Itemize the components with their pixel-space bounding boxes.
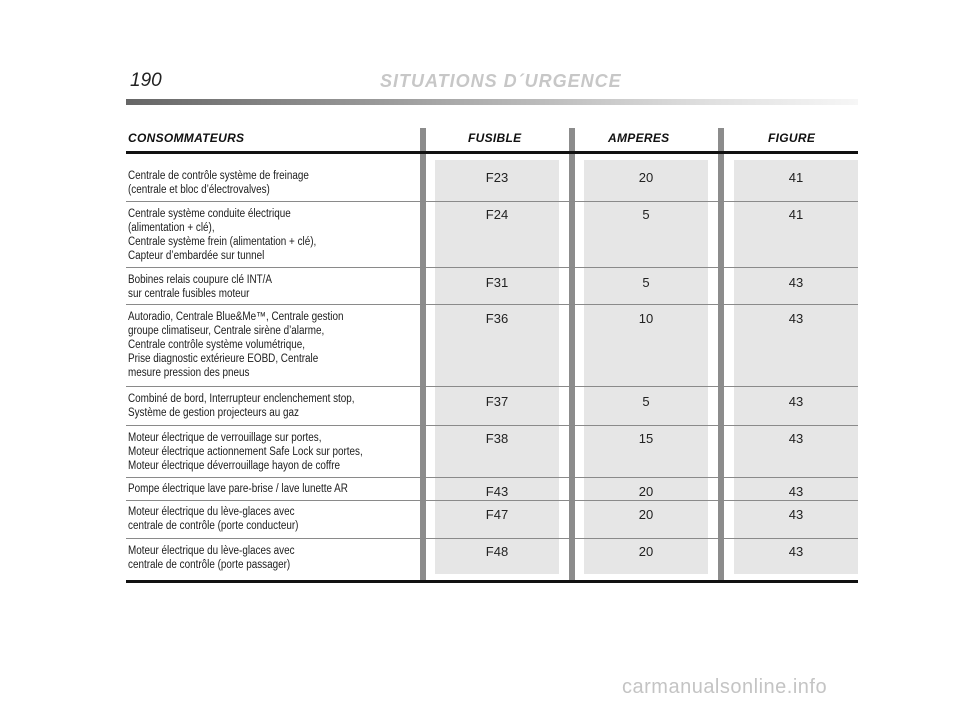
row-divider bbox=[126, 425, 858, 426]
row-fuse: F37 bbox=[485, 394, 509, 409]
row-fuse: F38 bbox=[485, 431, 509, 446]
row-divider bbox=[126, 538, 858, 539]
row-figure: 43 bbox=[788, 431, 804, 446]
page-number: 190 bbox=[130, 70, 162, 91]
column-separator bbox=[569, 128, 575, 582]
row-amperes: 20 bbox=[638, 484, 654, 499]
row-amperes: 20 bbox=[638, 507, 654, 522]
row-amperes: 5 bbox=[642, 394, 650, 409]
row-divider bbox=[126, 201, 858, 202]
column-header-fuse: FUSIBLE bbox=[468, 131, 522, 145]
row-divider bbox=[126, 500, 858, 501]
column-header-amperes: AMPERES bbox=[608, 131, 670, 145]
row-fuse: F31 bbox=[485, 275, 509, 290]
row-description: Moteur électrique de verrouillage sur portes, Moteur électrique actionnement Safe Lock sur portes, Moteur électrique déverrouillage hayon de coffre bbox=[128, 432, 363, 472]
row-figure: 41 bbox=[788, 170, 804, 185]
row-amperes: 5 bbox=[642, 207, 650, 222]
row-description: Autoradio, Centrale Blue&Me™, Centrale gestion groupe climatiseur, Centrale sirène d’alarme, Centrale contrôle système volumétrique, Prise diagnostic extérieure EOBD, Centrale mesure pression des pneus bbox=[128, 311, 344, 379]
row-divider bbox=[126, 477, 858, 478]
row-amperes: 10 bbox=[638, 311, 654, 326]
row-description: Centrale système conduite électrique (alimentation + clé), Centrale système frein (alimentation + clé), Capteur d’embardée sur tunnel bbox=[128, 208, 317, 262]
row-figure: 43 bbox=[788, 394, 804, 409]
row-description: Combiné de bord, Interrupteur enclenchement stop, Système de gestion projecteurs au gaz bbox=[128, 393, 355, 419]
row-fuse: F43 bbox=[485, 484, 509, 499]
row-fuse: F48 bbox=[485, 544, 509, 559]
row-figure: 41 bbox=[788, 207, 804, 222]
column-header-consumers: CONSOMMATEURS bbox=[128, 131, 245, 145]
row-amperes: 20 bbox=[638, 544, 654, 559]
row-description: Moteur électrique du lève-glaces avec centrale de contrôle (porte passager) bbox=[128, 545, 295, 571]
row-fuse: F24 bbox=[485, 207, 509, 222]
row-figure: 43 bbox=[788, 544, 804, 559]
row-divider bbox=[126, 304, 858, 305]
section-title: SITUATIONS D´URGENCE bbox=[380, 71, 622, 91]
row-figure: 43 bbox=[788, 275, 804, 290]
column-separator bbox=[420, 128, 426, 582]
table-top-rule bbox=[126, 151, 858, 154]
row-amperes: 15 bbox=[638, 431, 654, 446]
watermark: carmanualsonline.info bbox=[622, 676, 828, 698]
row-figure: 43 bbox=[788, 484, 804, 499]
row-fuse: F23 bbox=[485, 170, 509, 185]
column-header-figure: FIGURE bbox=[768, 131, 816, 145]
row-amperes: 5 bbox=[642, 275, 650, 290]
row-description: Moteur électrique du lève-glaces avec centrale de contrôle (porte conducteur) bbox=[128, 506, 299, 532]
row-fuse: F47 bbox=[485, 507, 509, 522]
table-bottom-rule bbox=[126, 580, 858, 583]
column-separator bbox=[718, 128, 724, 582]
row-description: Pompe électrique lave pare-brise / lave lunette AR bbox=[128, 483, 348, 495]
row-description: Bobines relais coupure clé INT/A sur centrale fusibles moteur bbox=[128, 274, 273, 300]
row-divider bbox=[126, 267, 858, 268]
row-description: Centrale de contrôle système de freinage (centrale et bloc d’électrovalves) bbox=[128, 170, 309, 196]
row-fuse: F36 bbox=[485, 311, 509, 326]
row-figure: 43 bbox=[788, 311, 804, 326]
row-figure: 43 bbox=[788, 507, 804, 522]
row-divider bbox=[126, 386, 858, 387]
header-rule bbox=[126, 99, 858, 105]
row-amperes: 20 bbox=[638, 170, 654, 185]
